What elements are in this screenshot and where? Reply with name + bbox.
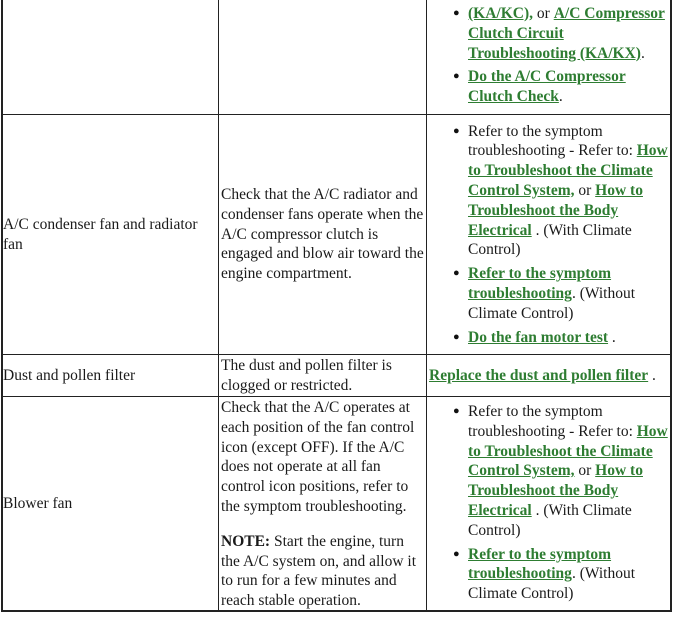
reference-link[interactable]: Refer to the symptom troubleshooting [468, 265, 612, 302]
action-item-text [468, 123, 668, 259]
check-text: Check that the A/C operates at each position of the fan control icon (except OFF). If the A/C does not operate at all fan control icon positions, refer to the symptom troubleshooting. [221, 399, 415, 515]
item-text: Refer to the symptom troubleshooting - Refer to: [468, 122, 637, 160]
action-cell [428, 402, 671, 604]
component-cell [3, 355, 216, 396]
item-text: or [574, 182, 596, 199]
action-item [428, 402, 671, 541]
action-item-text [468, 265, 635, 322]
item-text: Refer to the symptom troubleshooting - Refer to: [468, 403, 637, 440]
action-item [428, 545, 671, 604]
action-item [428, 328, 671, 348]
action-cell [428, 115, 671, 354]
action-item [428, 4, 671, 63]
check-text: Check that the A/C radiator and condenser fans operate when the A/C compressor clutch is engaged and blow air toward the engine compartment. [221, 186, 424, 283]
component-name: A/C condenser fan and radiator fan [3, 215, 198, 253]
action-item-text [468, 403, 668, 539]
column-divider-2 [426, 0, 427, 612]
note-text: Start the engine, turn the A/C system on, and allow it to run for a few minutes and reach stable operation. [221, 532, 417, 610]
item-text: . (With Climate Control) [468, 501, 632, 539]
item-text: or [574, 462, 596, 480]
component-cell [3, 397, 216, 610]
reference-link[interactable]: A/C Compressor Clutch Circuit Troubleshooting (KA/KX) [468, 5, 665, 62]
reference-link[interactable]: Do the A/C Compressor Clutch Check [468, 68, 626, 106]
item-text: . [640, 44, 645, 62]
component-cell [3, 115, 216, 354]
column-divider-1 [218, 0, 219, 612]
action-suffix: . [648, 366, 656, 384]
row-continued-actions [428, 4, 671, 107]
reference-link[interactable]: How to Troubleshoot the Body Electrical [468, 182, 643, 239]
action-item-text [468, 5, 665, 62]
item-text: . [558, 88, 563, 106]
reference-link[interactable]: Refer to the symptom troubleshooting [468, 545, 612, 583]
check-cell [221, 115, 425, 354]
action-item-text [468, 329, 616, 346]
action-text [429, 366, 656, 386]
note-paragraph [221, 532, 425, 611]
action-cell [429, 355, 671, 396]
reference-link[interactable]: Do the fan motor test [468, 328, 609, 346]
component-name: Blower fan [3, 494, 73, 512]
action-list [428, 402, 671, 604]
replace-filter-link[interactable]: Replace the dust and pollen filter [429, 366, 649, 384]
note-label: NOTE: [221, 532, 271, 550]
action-list [428, 4, 671, 107]
item-text: . [608, 328, 616, 346]
check-text: The dust and pollen filter is clogged or restricted. [221, 356, 392, 394]
item-text: . (Without Climate Control) [468, 565, 636, 603]
component-name: Dust and pollen filter [3, 366, 136, 384]
action-item-text [468, 546, 635, 603]
action-item-text [468, 68, 626, 105]
item-text: . (With Climate Control) [468, 221, 632, 259]
item-text: . (Without Climate Control) [468, 284, 636, 322]
action-item [428, 122, 671, 261]
action-item [428, 264, 671, 323]
item-text: or [533, 5, 554, 22]
action-list [428, 122, 671, 348]
reference-link[interactable]: How to Troubleshoot the Climate Control System, [468, 422, 668, 480]
reference-link[interactable]: How to Troubleshoot the Climate Control System, [468, 142, 668, 199]
check-cell [221, 355, 425, 396]
action-item [428, 67, 671, 107]
reference-link[interactable]: (KA/KC), [468, 5, 534, 22]
reference-link[interactable]: How to Troubleshoot the Body Electrical [468, 462, 643, 519]
check-cell [221, 398, 425, 611]
